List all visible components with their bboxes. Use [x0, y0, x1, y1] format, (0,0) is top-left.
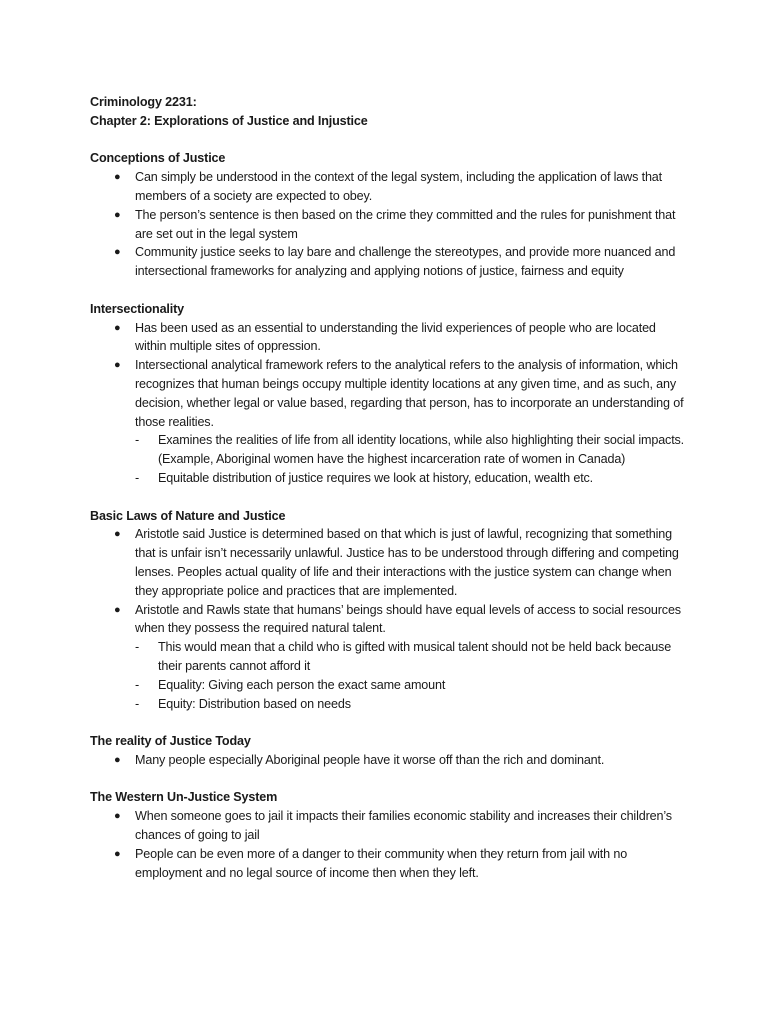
bullet-list	[90, 525, 690, 713]
bullet-text: When someone goes to jail it impacts their families economic stability and increases their children’s chances of going to jail	[135, 809, 672, 843]
sub-item	[135, 431, 690, 469]
bullet-item	[90, 319, 690, 357]
bullet-list	[90, 319, 690, 488]
section	[90, 507, 690, 714]
bullet-text: Aristotle and Rawls state that humans’ beings should have equal levels of access to social resources when they possess the required natural talent.	[135, 602, 681, 636]
section-heading: The Western Un-Justice System	[90, 790, 278, 805]
section	[90, 300, 690, 488]
bullet-text: The person’s sentence is then based on the crime they committed and the rules for punishment that are set out in the legal system	[135, 207, 676, 241]
bullet-text: Intersectional analytical framework refers to the analytical refers to the analysis of information, which recognizes that human beings occupy multiple identity locations at any given time, and as such, any decision, whether legal or value based, regarding that person, has to incorporate an understanding of those realities.	[135, 358, 684, 429]
bullet-list	[90, 807, 690, 882]
dash-icon: -	[135, 677, 140, 692]
bullet-item	[90, 751, 690, 770]
bullet-item	[90, 807, 690, 845]
bullet-text: Can simply be understood in the context of the legal system, including the application of laws that members of a society are expected to obey.	[135, 170, 662, 203]
bullet-icon: ●	[114, 810, 121, 823]
sub-list	[135, 431, 690, 487]
dash-icon: -	[135, 433, 140, 448]
dash-icon: -	[135, 696, 140, 711]
bullet-icon: ●	[114, 603, 121, 616]
sub-item	[135, 469, 690, 488]
section	[90, 149, 690, 281]
course-title: Criminology 2231:	[90, 95, 197, 109]
bullet-icon: ●	[114, 208, 121, 221]
bullet-icon: ●	[114, 359, 121, 372]
bullet-text: Aristotle said Justice is determined based on that which is just of lawful, recognizing that something that is unfair isn’t necessarily unlawful. Justice has to be understood through differing and competing lenses. Peoples actual quality of life and their interactions with the justice system can change when they appropriate police and practices that are implemented.	[135, 527, 679, 598]
bullet-text: Has been used as an essential to understanding the livid experiences of people who are located within multiple sites of oppression.	[135, 320, 656, 354]
bullet-item	[90, 206, 690, 244]
bullet-icon: ●	[114, 321, 121, 334]
sub-list	[135, 638, 690, 713]
sub-item	[135, 695, 690, 714]
bullet-item	[90, 168, 690, 206]
sub-item-text: Equitable distribution of justice requires we look at history, education, wealth etc.	[158, 470, 594, 485]
document-page	[90, 93, 690, 882]
bullet-list	[90, 751, 690, 770]
section-heading: Intersectionality	[90, 301, 185, 316]
sub-item-text: Equity: Distribution based on needs	[158, 696, 351, 711]
sub-item-text: This would mean that a child who is gifted with musical talent should not be held back because their parents cannot afford it	[158, 640, 672, 673]
sub-item-text: Examines the realities of life from all identity locations, while also highlighting their social impacts. (Example, Aboriginal women have the highest incarceration rate of women in Canada)	[158, 433, 685, 467]
bullet-icon: ●	[114, 753, 121, 766]
bullet-list	[90, 168, 690, 281]
chapter-title: Chapter 2: Explorations of Justice and Injustice	[90, 113, 368, 128]
bullet-icon: ●	[114, 246, 121, 259]
bullet-text: Many people especially Aboriginal people have it worse off than the rich and dominant.	[135, 752, 605, 767]
bullet-item	[90, 845, 690, 883]
sub-item	[135, 676, 690, 695]
section-heading: Conceptions of Justice	[90, 151, 226, 166]
section	[90, 732, 690, 770]
dash-icon: -	[135, 470, 140, 485]
bullet-item	[90, 601, 690, 714]
bullet-icon: ●	[114, 528, 121, 541]
sections-container	[90, 149, 690, 882]
bullet-text: People can be even more of a danger to their community when they return from jail with no employment and no legal source of income then when they left.	[135, 846, 628, 880]
section-heading: Basic Laws of Nature and Justice	[90, 508, 286, 523]
sub-item-text: Equality: Giving each person the exact same amount	[158, 677, 446, 692]
bullet-text: Community justice seeks to lay bare and challenge the stereotypes, and provide more nuanced and intersectional frameworks for analyzing and applying notions of justice, fairness and equity	[135, 245, 676, 279]
bullet-item	[90, 356, 690, 488]
sub-item	[135, 638, 690, 676]
bullet-icon: ●	[114, 171, 121, 184]
dash-icon: -	[135, 640, 140, 655]
section	[90, 788, 690, 882]
bullet-icon: ●	[114, 847, 121, 860]
bullet-item	[90, 243, 690, 281]
bullet-item	[90, 525, 690, 600]
section-heading: The reality of Justice Today	[90, 734, 251, 749]
